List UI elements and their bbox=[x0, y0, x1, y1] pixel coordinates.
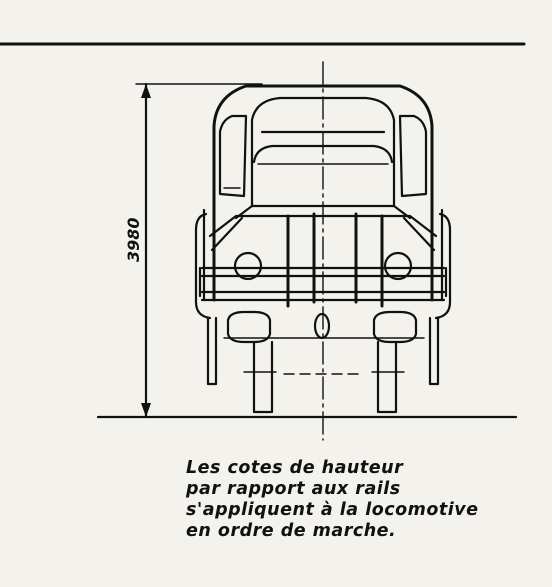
height-dimension-label: 3980 bbox=[124, 217, 143, 262]
height-dimension bbox=[124, 84, 262, 417]
note-line-1: Les cotes de hauteur bbox=[186, 458, 404, 478]
buffers bbox=[224, 312, 424, 342]
note-line-4: en ordre de marche. bbox=[186, 521, 397, 541]
height-note bbox=[186, 458, 516, 542]
note-line-2: par rapport aux rails bbox=[186, 479, 401, 499]
note-line-3: s'appliquent à la locomotive bbox=[186, 500, 479, 520]
